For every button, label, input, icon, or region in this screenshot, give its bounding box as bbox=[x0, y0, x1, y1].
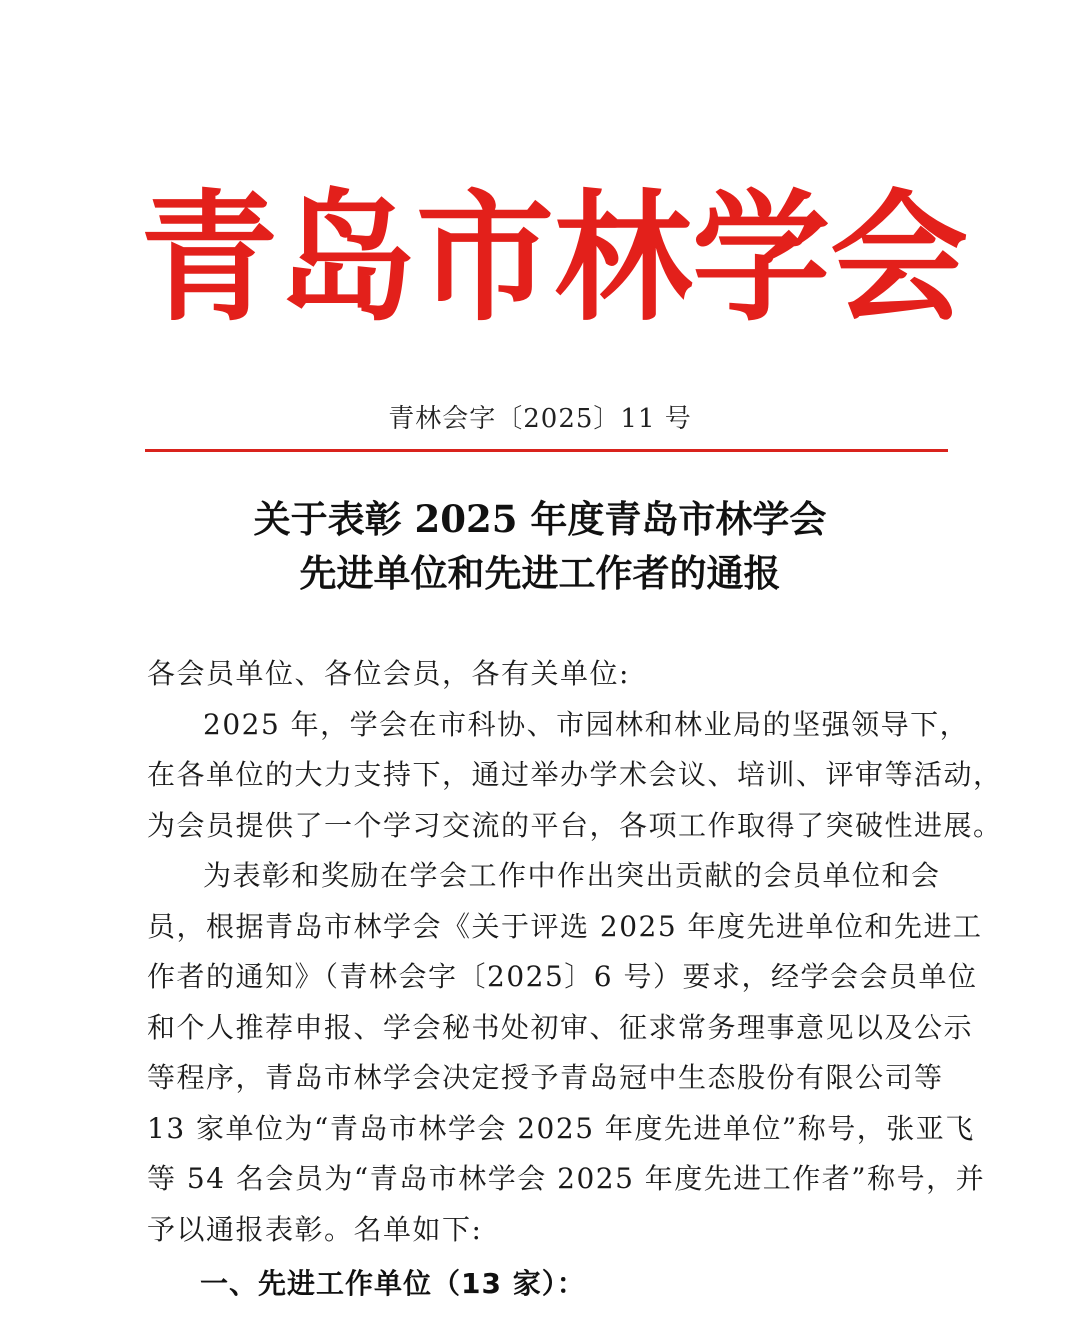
paragraph-line: 在各单位的大力支持下，通过举办学术会议、培训、评审等活动， bbox=[147, 758, 1003, 791]
paragraph-line: 为表彰和奖励在学会工作中作出突出贡献的会员单位和会 bbox=[203, 859, 941, 892]
org-header-char: 岛 bbox=[278, 176, 417, 341]
org-header-char: 青 bbox=[140, 176, 279, 341]
red-divider-rule bbox=[145, 449, 948, 452]
org-header-char: 市 bbox=[416, 176, 555, 341]
paragraph-line: 为会员提供了一个学习交流的平台，各项工作取得了突破性进展。 bbox=[147, 808, 1003, 842]
document-title bbox=[0, 492, 1080, 600]
document-title-line: 关于表彰 2025 年度青岛市林学会 bbox=[253, 497, 827, 541]
org-header-char: 会 bbox=[830, 176, 969, 341]
section-heading: 一、先进工作单位（13 家）： bbox=[200, 1267, 586, 1300]
organization-header bbox=[140, 176, 969, 341]
paragraph-line: 和个人推荐申报、学会秘书处初审、征求常务理事意见以及公示 bbox=[147, 1010, 974, 1044]
org-header-char: 学 bbox=[692, 176, 831, 341]
salutation: 各会员单位、各位会员，各有关单位: bbox=[147, 657, 630, 690]
paragraph-line: 2025 年，学会在市科协、市园林和林业局的坚强领导下， bbox=[203, 707, 970, 741]
document-body bbox=[147, 649, 1003, 1255]
paragraph-line: 等程序，青岛市林学会决定授予青岛冠中生态股份有限公司等 bbox=[147, 1061, 944, 1094]
paragraph-line: 员，根据青岛市林学会《关于评选 2025 年度先进单位和先进工 bbox=[147, 909, 983, 943]
org-header-char: 林 bbox=[554, 176, 693, 341]
paragraph-line: 13 家单位为“青岛市林学会 2025 年度先进单位”称号，张亚飞 bbox=[147, 1111, 975, 1145]
document-title-line: 先进单位和先进工作者的通报 bbox=[299, 551, 781, 595]
document-number: 青林会字〔2025〕11 号 bbox=[388, 404, 692, 434]
paragraph-line: 予以通报表彰。名单如下: bbox=[147, 1212, 483, 1246]
paragraph-line: 作者的通知》（青林会字〔2025〕6 号）要求，经学会会员单位 bbox=[147, 960, 978, 993]
paragraph-line: 等 54 名会员为“青岛市林学会 2025 年度先进工作者”称号，并 bbox=[147, 1162, 986, 1195]
